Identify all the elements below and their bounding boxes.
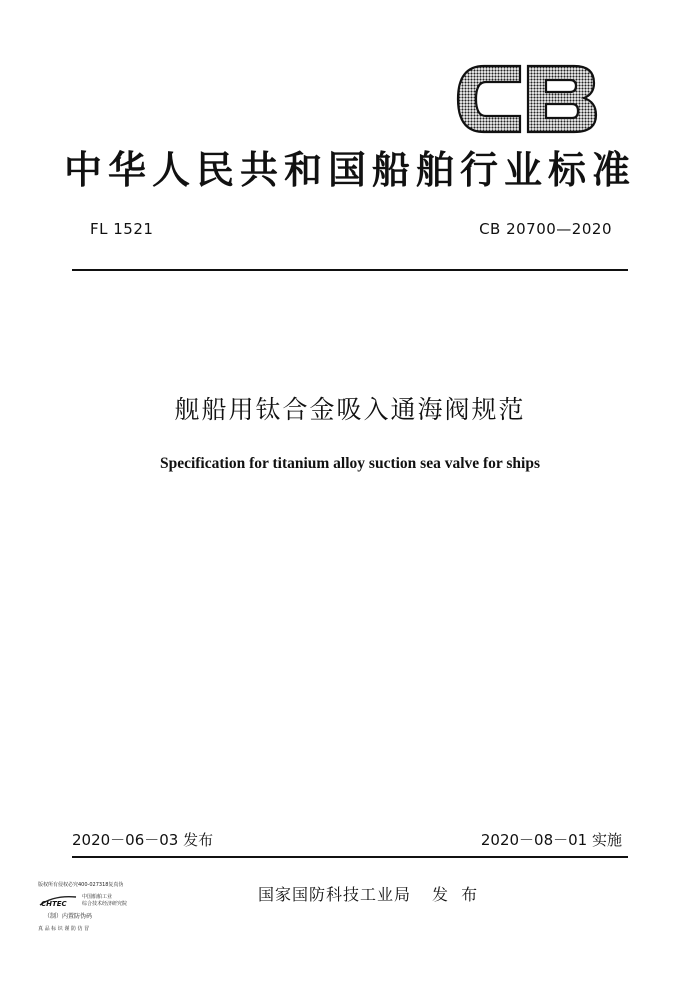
- top-divider: [72, 269, 628, 271]
- standard-number: CB 20700—2020: [479, 220, 612, 238]
- classification-code: FL 1521: [90, 220, 154, 238]
- stamp-org-2: 综合技术经济研究院: [82, 901, 128, 907]
- header-title: 中华人民共和国船舶行业标准: [63, 148, 636, 192]
- stamp-code: （制）内置防伪码: [44, 913, 93, 920]
- publisher-name: 国家国防科技工业局: [258, 885, 412, 904]
- document-title-english: Specification for titanium alloy suction sea valve for ships: [159, 455, 541, 472]
- publisher-verb: 发 布: [432, 885, 482, 904]
- cb-logo: [452, 60, 600, 138]
- logo-letter-b: [528, 66, 596, 132]
- anti-counterfeit-stamp: [36, 880, 136, 938]
- stamp-authentic: 真 品 标 识 谨 防 仿 冒: [38, 926, 90, 932]
- chtec-logo-icon: [38, 893, 78, 909]
- issue-date: 2020－06－03 发布: [72, 831, 214, 849]
- svg-text:CHTEC: CHTEC: [41, 900, 67, 908]
- logo-letter-c: [458, 66, 520, 132]
- document-title-chinese: 舰船用钛合金吸入通海阀规范: [174, 395, 526, 424]
- stamp-org-1: 中国船舶工业: [82, 894, 113, 900]
- bottom-divider: [72, 856, 628, 858]
- implementation-date: 2020－08－01 实施: [480, 831, 622, 849]
- stamp-copyright: 版权所有侵权必究400-027318复真伪: [38, 882, 124, 888]
